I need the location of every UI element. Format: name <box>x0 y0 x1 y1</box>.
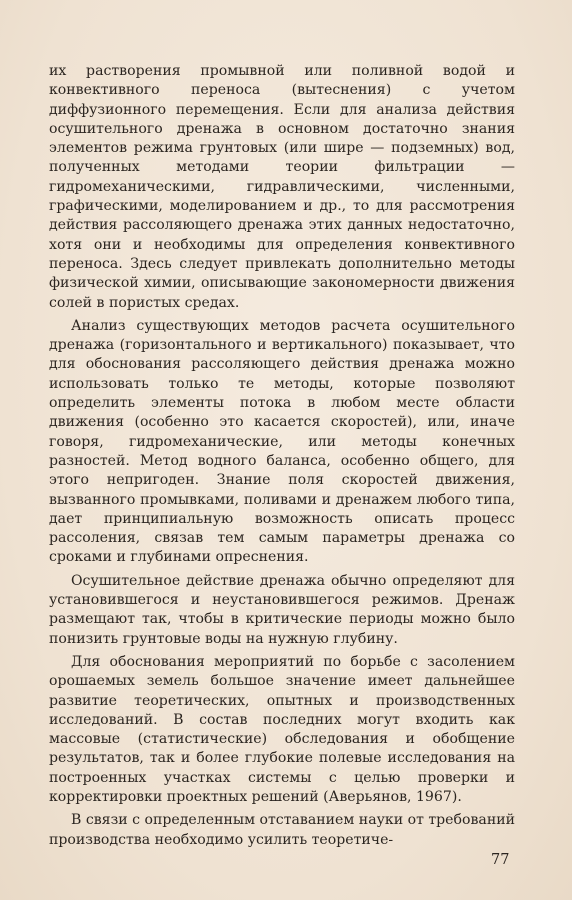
page-number: 77 <box>491 852 510 868</box>
paragraph-5: В связи с определенным отставанием науки от требований производства необходимо усилить теоретиче- <box>49 812 515 848</box>
paragraph-1: их растворения промывной или поливной водой и конвективного переноса (вытеснения) с учетом диффузионного перемещения. Если для анализа действия осушительного дренажа в основном достаточно знания элементов режима грунтовых (или шире — подземных) вод, полученных методами теории фильтрации — гидромеханическими, гидравлическими, численными, графическими, моделированием и др., то для рассмотрения действия рассоляющего дренажа этих данных недостаточно, хотя они и необходимы для определения конвективного переноса. Здесь следует привлекать дополнительно методы физической химии, описывающие закономерности движения солей в пористых средах. <box>49 63 515 311</box>
paragraph-2: Анализ существующих методов расчета осушительного дренажа (горизонтального и вертикального) показывает, что для обоснования рассоляющего действия дренажа можно использовать только те методы, которые позволяют определить элементы потока в любом месте области движения (особенно это касается скоростей), или, иначе говоря, гидромеханические, или методы конечных разностей. Метод водного баланса, особенно общего, для этого непригоден. Знание поля скоростей движения, вызванного промывками, поливами и дренажем любого типа, дает принципиальную возможность описать процесс рассоления, связав тем самым параметры дренажа со сроками и глубинами опреснения. <box>49 317 515 566</box>
page-body <box>49 62 515 850</box>
paragraph-3: Осушительное действие дренажа обычно определяют для установившегося и неустановившегося режимов. Дренаж размещают так, чтобы в критические периоды можно было понизить грунтовые воды на нужную глубину. <box>49 572 515 647</box>
paragraph-4: Для обоснования мероприятий по борьбе с засолением орошаемых земель большое значение имеет дальнейшее развитие теоретических, опытных и производственных исследований. В состав последних могут входить как массовые (статистические) обследования и обобщение результатов, так и более глубокие полевые исследования на построенных участках системы с целью проверки и корректировки проектных решений (Аверьянов, 1967). <box>49 653 515 805</box>
